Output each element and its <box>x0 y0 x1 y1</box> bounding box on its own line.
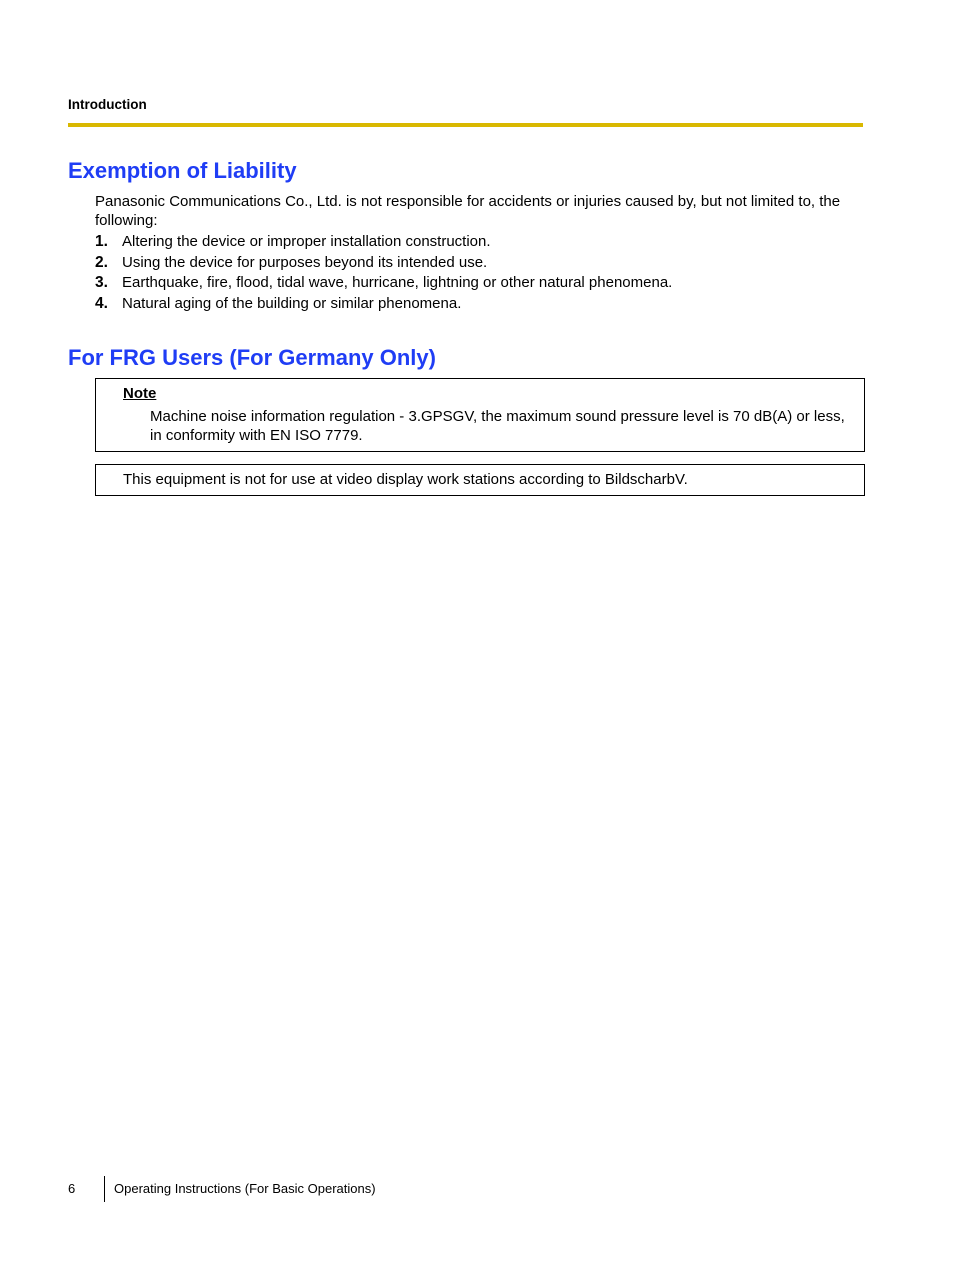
list-item-text: Using the device for purposes beyond its intended use. <box>122 253 488 271</box>
frg-title: For FRG Users (For Germany Only) <box>68 345 436 370</box>
list-item-number: 4. <box>95 295 108 313</box>
list-item <box>95 273 672 294</box>
header-rule <box>68 123 863 127</box>
section-label: Introduction <box>68 97 147 112</box>
list-item-number: 3. <box>95 274 108 292</box>
list-item <box>95 253 672 274</box>
list-item-text: Natural aging of the building or similar phenomena. <box>122 295 462 313</box>
exemption-list <box>95 232 672 315</box>
note-box <box>95 378 865 452</box>
info-text: This equipment is not for use at video display work stations according to BildscharbV. <box>123 471 688 488</box>
exemption-intro: Panasonic Communications Co., Ltd. is not responsible for accidents or injuries caused by, but not limited to, the following: <box>95 193 841 229</box>
footer-divider <box>104 1176 105 1202</box>
list-item <box>95 232 672 253</box>
list-item-text: Altering the device or improper installation construction. <box>122 233 491 250</box>
note-heading: Note <box>123 385 157 402</box>
info-box <box>95 464 865 496</box>
page-number: 6 <box>68 1181 76 1196</box>
list-item-number: 2. <box>95 253 108 271</box>
footer-document-title: Operating Instructions (For Basic Operations) <box>114 1181 376 1196</box>
exemption-title: Exemption of Liability <box>68 158 297 183</box>
list-item-number: 1. <box>95 233 108 250</box>
list-item <box>95 294 672 315</box>
list-item-text: Earthquake, fire, flood, tidal wave, hurricane, lightning or other natural phenomena. <box>122 274 673 292</box>
note-text: Machine noise information regulation - 3.GPSGV, the maximum sound pressure level is 70 dB(A) or less, in conformity with EN ISO 7779. <box>150 408 845 444</box>
